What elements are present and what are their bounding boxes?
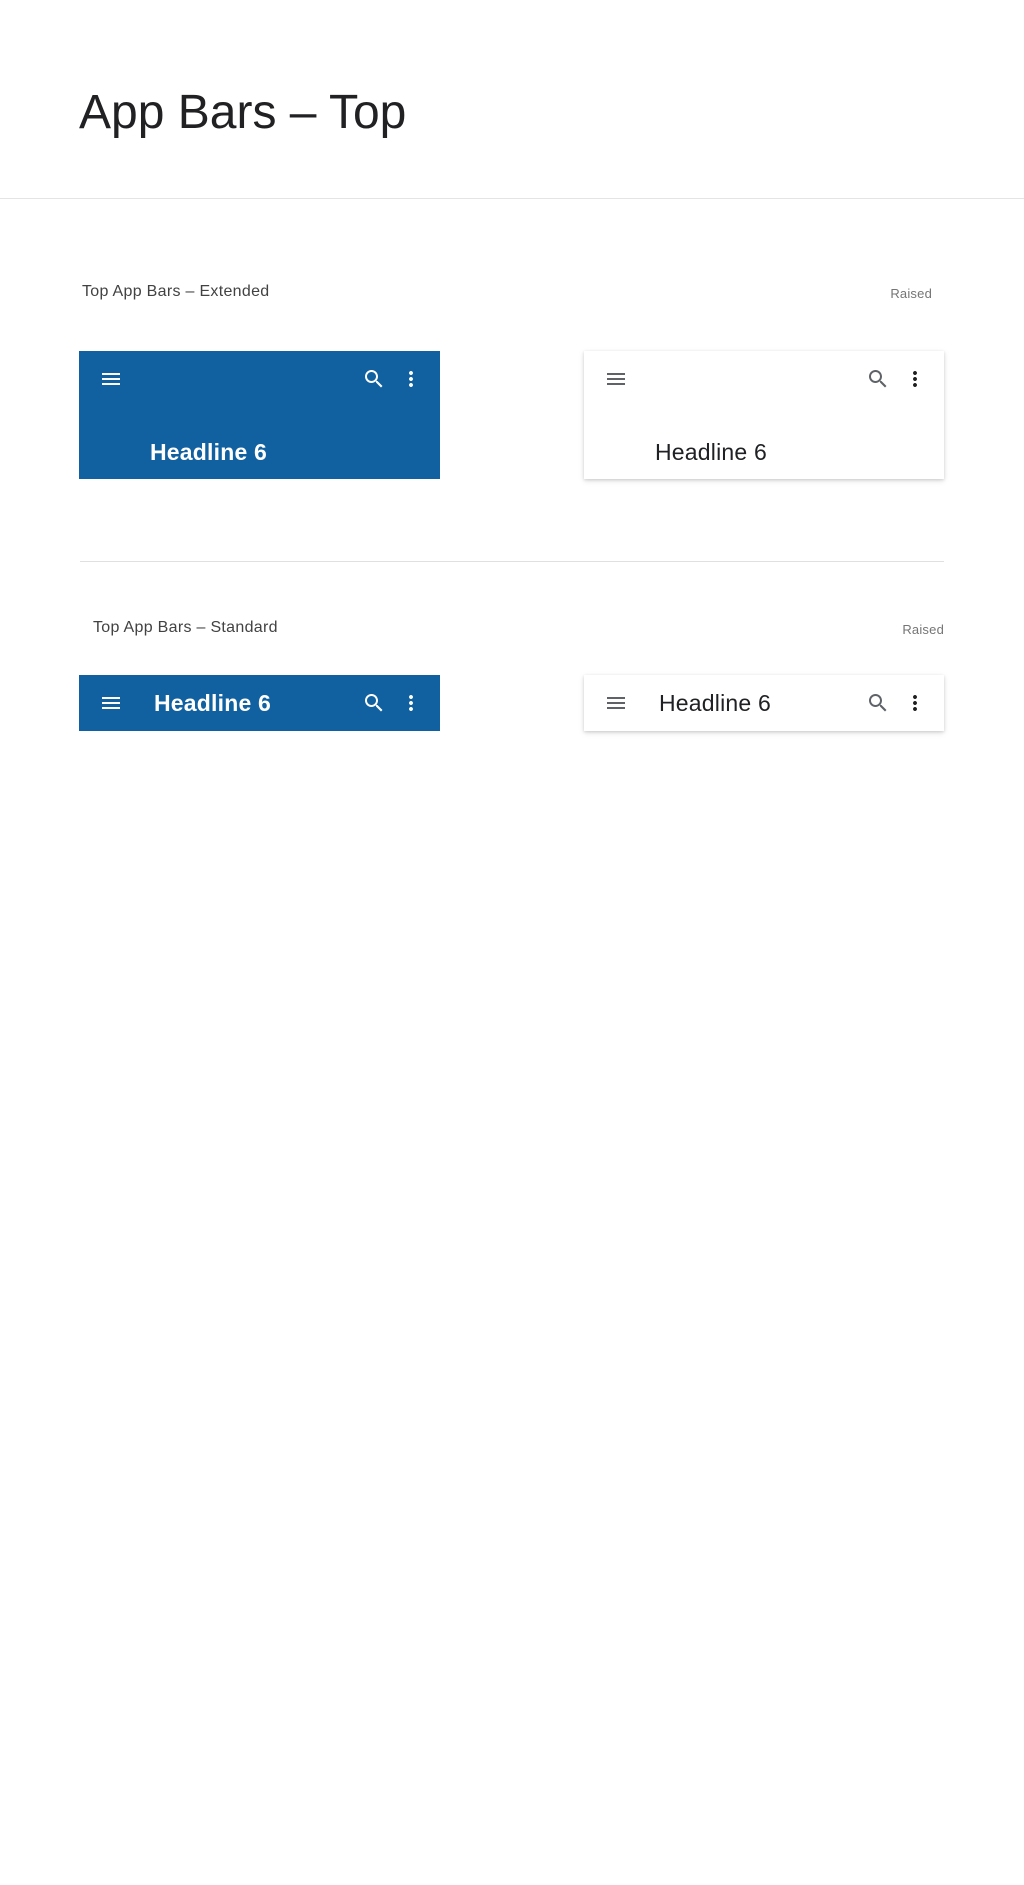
app-bar-title: Headline 6 bbox=[150, 439, 268, 465]
section-extended bbox=[79, 283, 944, 562]
menu-icon bbox=[99, 691, 123, 715]
search-icon bbox=[362, 367, 386, 391]
search-icon bbox=[866, 367, 890, 391]
app-bar-title: Headline 6 bbox=[154, 689, 272, 716]
more-options-button[interactable] bbox=[399, 691, 423, 715]
search-button[interactable] bbox=[866, 691, 890, 715]
top-app-bar-standard-raised bbox=[584, 675, 944, 731]
more-options-button[interactable] bbox=[903, 367, 927, 391]
search-icon bbox=[866, 691, 890, 715]
search-button[interactable] bbox=[362, 367, 386, 391]
section-label: Top App Bars – Extended bbox=[82, 283, 270, 300]
menu-icon bbox=[604, 691, 628, 715]
search-button[interactable] bbox=[866, 367, 890, 391]
section-header bbox=[79, 283, 944, 301]
divider bbox=[80, 561, 944, 562]
top-app-bar-extended-primary bbox=[79, 351, 440, 479]
raised-label: Raised bbox=[902, 622, 944, 637]
more-vert-icon bbox=[903, 691, 927, 715]
search-button[interactable] bbox=[362, 691, 386, 715]
more-vert-icon bbox=[903, 367, 927, 391]
menu-icon bbox=[99, 367, 123, 391]
search-icon bbox=[362, 691, 386, 715]
page bbox=[0, 85, 1024, 1885]
section-standard bbox=[79, 619, 944, 731]
menu-button[interactable] bbox=[99, 367, 123, 391]
top-app-bar-standard-primary bbox=[79, 675, 440, 731]
menu-button[interactable] bbox=[604, 691, 628, 715]
more-vert-icon bbox=[399, 691, 423, 715]
app-bar-title: Headline 6 bbox=[655, 439, 767, 465]
menu-icon bbox=[604, 367, 628, 391]
page-title: App Bars – Top bbox=[79, 86, 407, 139]
bars-row bbox=[79, 351, 944, 479]
more-vert-icon bbox=[399, 367, 423, 391]
content bbox=[79, 283, 944, 731]
section-label: Top App Bars – Standard bbox=[93, 619, 278, 636]
section-header bbox=[79, 619, 944, 637]
menu-button[interactable] bbox=[604, 367, 628, 391]
more-options-button[interactable] bbox=[903, 691, 927, 715]
menu-button[interactable] bbox=[99, 691, 123, 715]
app-bar-icon-row bbox=[79, 351, 440, 407]
top-app-bar-extended-raised bbox=[584, 351, 944, 479]
app-bar-title: Headline 6 bbox=[659, 689, 771, 716]
raised-label: Raised bbox=[890, 286, 932, 301]
divider bbox=[0, 198, 1024, 199]
more-options-button[interactable] bbox=[399, 367, 423, 391]
app-bar-icon-row bbox=[584, 351, 944, 407]
bars-row bbox=[79, 675, 944, 731]
